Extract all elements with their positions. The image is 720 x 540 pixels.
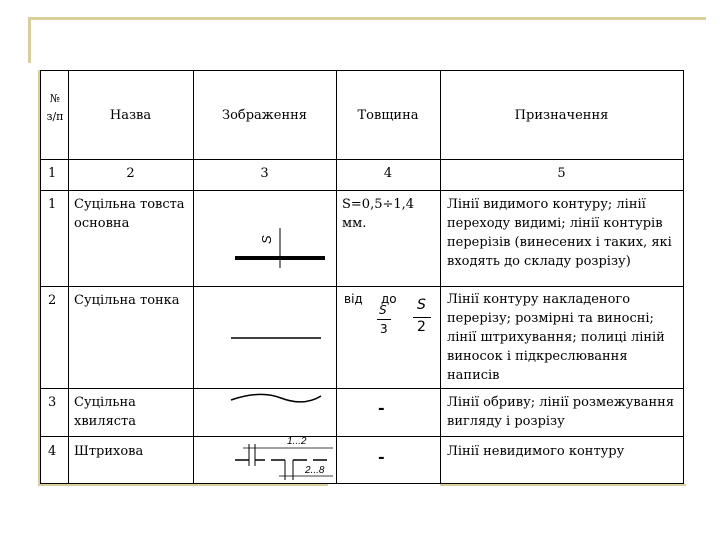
row1-num: 1 bbox=[48, 197, 57, 212]
row2-frac1-den: 3 bbox=[380, 322, 388, 336]
frame-top-border bbox=[30, 17, 706, 20]
index-row-divider bbox=[40, 190, 684, 191]
row1-name: Суцільна товста основна bbox=[74, 197, 185, 231]
index-col-1: 1 bbox=[48, 166, 57, 181]
header-num: № з/п bbox=[46, 92, 64, 123]
index-col-3: 3 bbox=[260, 166, 269, 181]
table-border-right bbox=[683, 70, 684, 484]
wavy-line bbox=[231, 394, 321, 401]
row2-num: 2 bbox=[48, 293, 57, 308]
row2-purpose: Лінії контуру накладеного перерізу; розмірні та виносні; лінії штрихування; полиці ліній виносок і підкреслювання написів bbox=[447, 292, 665, 383]
index-col-4: 4 bbox=[383, 166, 393, 181]
gap-length-label: 1...2 bbox=[287, 436, 307, 447]
frame-left-border bbox=[28, 17, 31, 63]
col-divider-4 bbox=[440, 70, 441, 484]
index-col-5: 5 bbox=[557, 166, 566, 181]
row3-num: 3 bbox=[48, 395, 57, 410]
dash-length-label: 2...8 bbox=[305, 465, 325, 476]
index-col-2: 2 bbox=[126, 166, 135, 181]
header-name: Назва bbox=[109, 108, 152, 123]
thin-line-sketch bbox=[193, 286, 336, 388]
row2-thickness-to: до bbox=[381, 292, 397, 306]
header-divider bbox=[40, 159, 684, 160]
row3-name: Суцільна хвиляста bbox=[74, 395, 136, 429]
row3-thickness: - bbox=[378, 398, 385, 417]
row2-frac2-den: 2 bbox=[417, 319, 426, 335]
row2-frac1-num: S bbox=[379, 303, 387, 317]
row1-thickness: S=0,5÷1,4 мм. bbox=[342, 197, 415, 231]
frame-bottom-border-right bbox=[440, 484, 686, 486]
table-border-top bbox=[40, 70, 684, 71]
header-image: Зображення bbox=[221, 108, 307, 123]
wavy-line-sketch bbox=[193, 388, 336, 436]
frame-bottom-border bbox=[38, 484, 328, 486]
row4-name: Штрихова bbox=[74, 444, 144, 459]
col-divider-3 bbox=[336, 70, 337, 484]
dashed-line-sketch bbox=[193, 430, 336, 484]
table-border-left bbox=[40, 70, 41, 484]
row2-thickness-from: від bbox=[344, 292, 363, 306]
sketch-label-s: S bbox=[259, 235, 274, 244]
header-purpose: Призначення bbox=[514, 108, 609, 123]
line-types-table bbox=[40, 70, 684, 484]
row2-frac2-num: S bbox=[417, 297, 426, 313]
row3-divider bbox=[40, 436, 684, 437]
thick-line-sketch bbox=[193, 210, 336, 286]
row2-name: Суцільна тонка bbox=[74, 293, 180, 308]
row1-divider bbox=[40, 286, 684, 287]
row3-purpose: Лінії обриву; лінії розмежування вигляду і розрізу bbox=[447, 395, 675, 429]
col-divider-1 bbox=[68, 70, 69, 484]
row1-purpose: Лінії видимого контуру; лінії переходу видимі; лінії контурів перерізів (винесених і таких, які входять до складу розрізу) bbox=[447, 197, 672, 269]
row4-thickness: - bbox=[378, 447, 385, 466]
header-thickness: Товщина bbox=[357, 108, 419, 123]
table-border-bottom bbox=[40, 483, 684, 484]
row4-purpose: Лінії невидимого контуру bbox=[447, 444, 625, 459]
row2-divider bbox=[40, 388, 684, 389]
row4-num: 4 bbox=[48, 444, 57, 459]
